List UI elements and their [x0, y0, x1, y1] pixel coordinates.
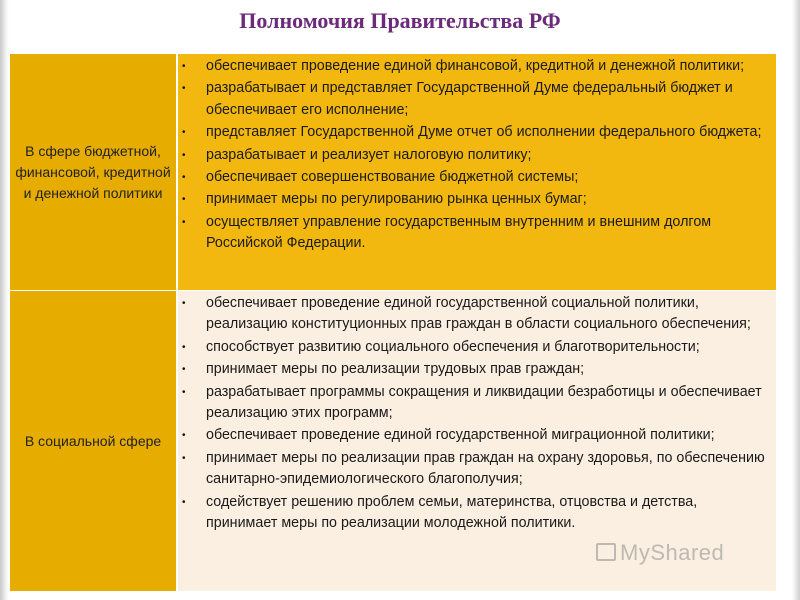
list-item [182, 448, 772, 492]
slide-left-shadow [0, 0, 9, 600]
bullet-icon: • [182, 127, 186, 139]
list-item [182, 56, 772, 78]
list-item-text: способствует развитию социального обеспечения и благотворительности; [206, 338, 700, 355]
slide-right-shadow [792, 0, 800, 600]
list-item-text: обеспечивает проведение единой государственной социальной политики, реализацию конституционных прав граждан в области социального обеспечения; [206, 295, 751, 333]
bullet-icon: • [182, 149, 186, 161]
list-item [182, 382, 772, 426]
bullet-icon: • [182, 364, 186, 376]
bullet-icon: • [182, 83, 186, 95]
list-item-text: принимает меры по реализации трудовых прав граждан; [206, 361, 585, 378]
list-item-text: разрабатывает программы сокращения и ликвидации безработицы и обеспечивает реализацию этих программ; [206, 383, 762, 422]
bullet-icon: • [182, 496, 186, 508]
list-item-text: осуществляет управление государственным внутренним и внешним долгом Российской Федерации. [206, 213, 712, 252]
list-item-text: содействует решению проблем семьи, материнства, отцовства и детства, принимает меры по реализации молодежной политики. [206, 493, 698, 532]
list-item [182, 212, 772, 256]
category-cell: В социальной сфере [10, 291, 176, 591]
list-item-text: разрабатывает и реализует налоговую политику; [206, 146, 532, 163]
list-item [182, 293, 772, 337]
list-item-text: обеспечивает проведение единой государственной миграционной политики; [206, 427, 715, 444]
watermark-logo-icon [596, 543, 616, 561]
bullet-icon: • [182, 216, 186, 228]
watermark [596, 540, 724, 566]
list-item [182, 425, 772, 447]
list-item [182, 167, 772, 189]
list-item-text: обеспечивает совершенствование бюджетной системы; [206, 169, 579, 186]
list-item [182, 337, 772, 359]
slide-title: Полномочия Правительства РФ [239, 8, 561, 33]
list-item [182, 189, 772, 211]
bullet-icon: • [182, 386, 186, 398]
bullet-icon: • [182, 61, 186, 72]
bullet-icon: • [182, 172, 186, 184]
list-item-text: представляет Государственной Думе отчет об исполнении федерального бюджета; [206, 124, 762, 141]
bullet-icon: • [182, 298, 186, 309]
list-item-text: принимает меры по реализации прав граждан на охрану здоровья, по обеспечению санитарно-эпидемиологического благополучия; [206, 449, 765, 488]
category-cell: В сфере бюджетной, финансовой, кредитной и денежной политики [10, 54, 176, 290]
list-item [182, 78, 772, 122]
bullet-icon: • [182, 452, 186, 464]
list-item-text: разрабатывает и представляет Государственной Думе федеральный бюджет и обеспечивает его исполнение; [206, 80, 733, 118]
list-item [182, 492, 772, 536]
watermark-text: MyShared [620, 540, 725, 565]
powers-list [182, 56, 772, 256]
bullet-icon: • [182, 194, 186, 206]
list-item-text: обеспечивает проведение единой финансовой, кредитной и денежной политики; [206, 58, 745, 74]
powers-list [182, 293, 772, 535]
table-row [10, 54, 776, 290]
list-item [182, 359, 772, 381]
list-item [182, 122, 772, 144]
items-cell [178, 54, 776, 290]
powers-table [10, 54, 776, 591]
list-item [182, 145, 772, 167]
bullet-icon: • [182, 430, 186, 442]
list-item-text: принимает меры по регулированию рынка ценных бумаг; [206, 191, 587, 208]
bullet-icon: • [182, 341, 186, 353]
